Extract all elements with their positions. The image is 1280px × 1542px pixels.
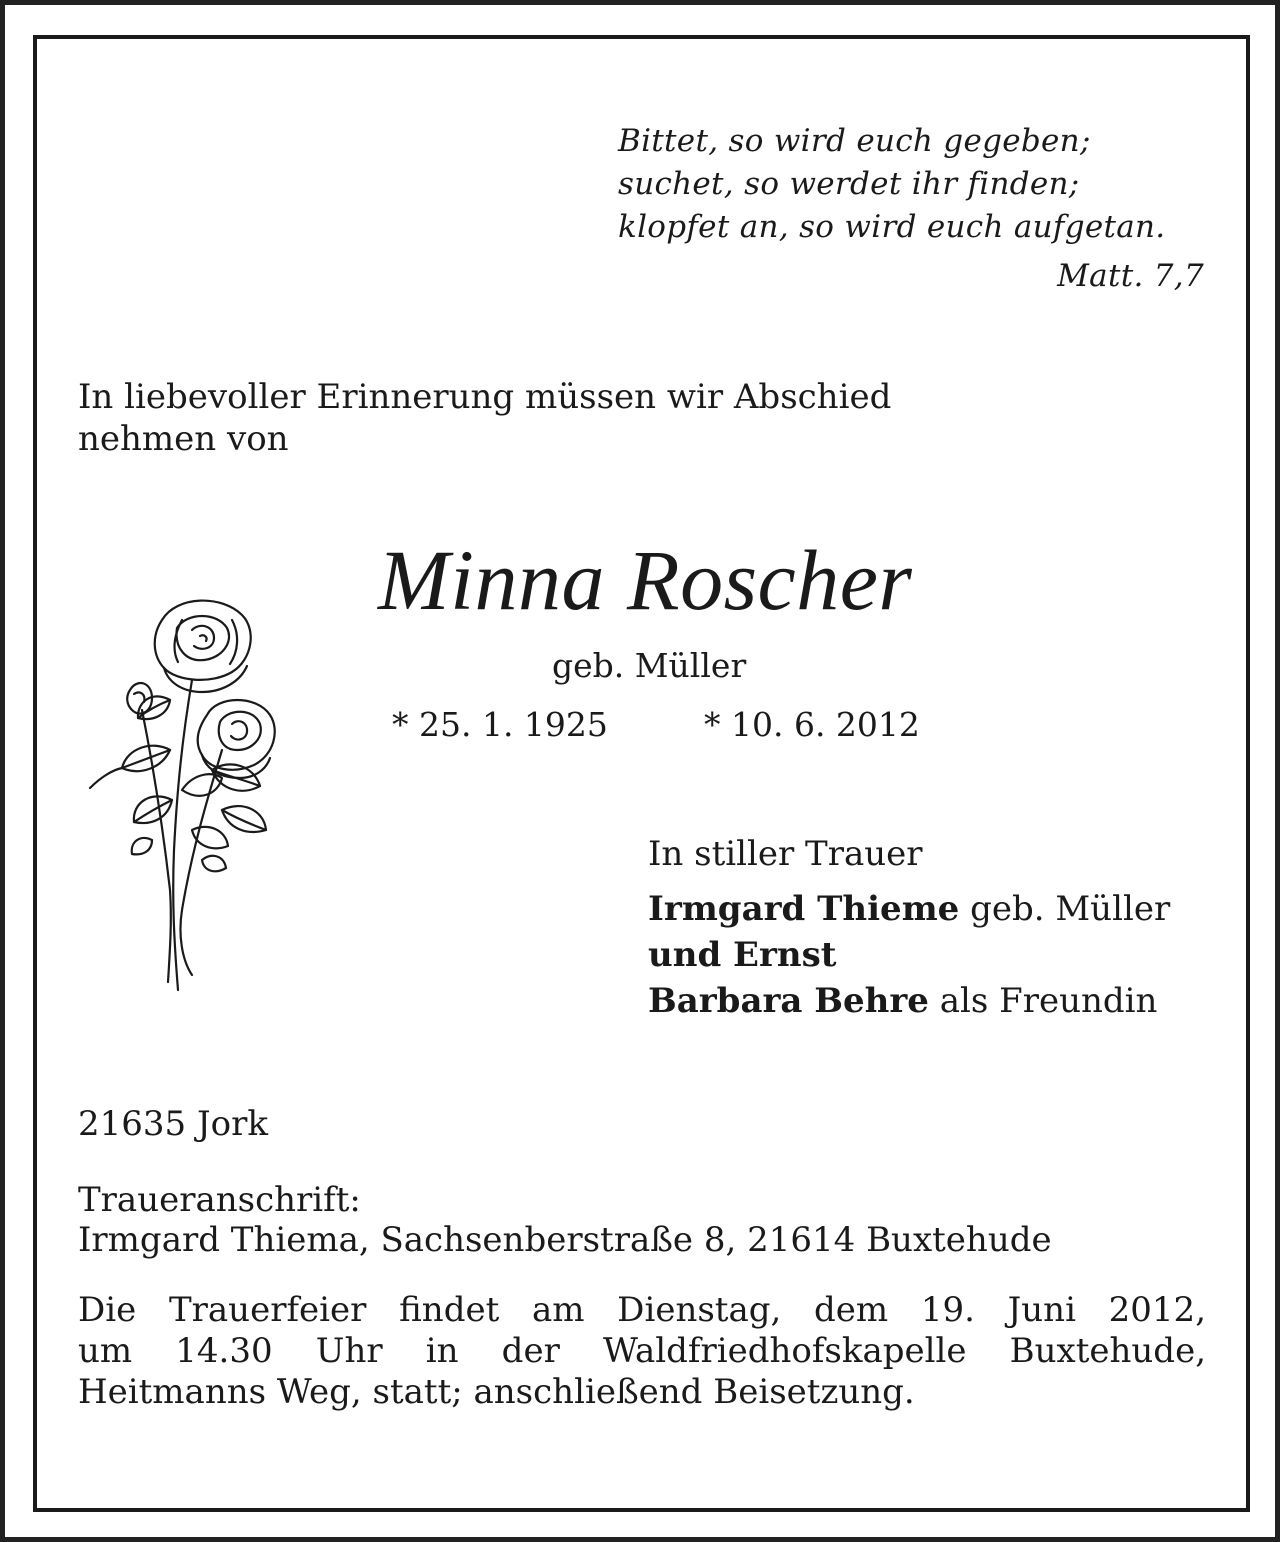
intro-line: nehmen von xyxy=(78,419,289,459)
place-line: 21635 Jork xyxy=(78,1104,268,1144)
intro-text xyxy=(78,376,891,460)
maiden-name: geb. Müller xyxy=(552,646,747,685)
deceased-name: Minna Roscher xyxy=(378,532,913,628)
verse-line: klopfet an, so wird euch aufgetan. xyxy=(618,209,1166,245)
mourner-line xyxy=(648,886,1170,932)
mourners-list xyxy=(648,886,1170,1024)
address-value: Irmgard Thiema, Sachsenberstraße 8, 21614 Buxtehude xyxy=(78,1220,1052,1260)
verse-line: suchet, so werdet ihr finden; xyxy=(618,166,1080,202)
mourner-line xyxy=(648,932,1170,978)
intro-line: In liebevoller Erinnerung müssen wir Abschied xyxy=(78,377,892,417)
birth-date: * 25. 1. 1925 xyxy=(392,705,608,744)
mourning-address xyxy=(78,1180,1052,1260)
mourning-heading: In stiller Trauer xyxy=(648,834,923,874)
mourner-name: Barbara Behre xyxy=(648,981,929,1021)
mourner-name: und Ernst xyxy=(648,935,837,975)
mourner-line xyxy=(648,978,1170,1024)
service-line: um 14.30 Uhr in der Waldfriedhofskapelle Buxtehude, xyxy=(78,1331,1206,1371)
death-date: * 10. 6. 2012 xyxy=(704,705,920,744)
service-line: Die Trauerfeier findet am Dienstag, dem 19. Juni 2012, xyxy=(78,1290,1206,1330)
service-line: Heitmanns Weg, statt; anschließend Beisetzung. xyxy=(78,1372,915,1412)
rose-drawing-icon xyxy=(82,590,282,1000)
funeral-service-info xyxy=(78,1290,1206,1413)
mourner-name: Irmgard Thieme xyxy=(648,889,960,929)
mourner-detail: als Freundin xyxy=(928,981,1158,1021)
address-label: Traueranschrift: xyxy=(78,1180,361,1220)
verse-line: Bittet, so wird euch gegeben; xyxy=(618,123,1091,159)
mourner-detail: geb. Müller xyxy=(959,889,1171,929)
verse-reference: Matt. 7,7 xyxy=(1057,258,1204,294)
bible-verse xyxy=(618,120,1208,298)
